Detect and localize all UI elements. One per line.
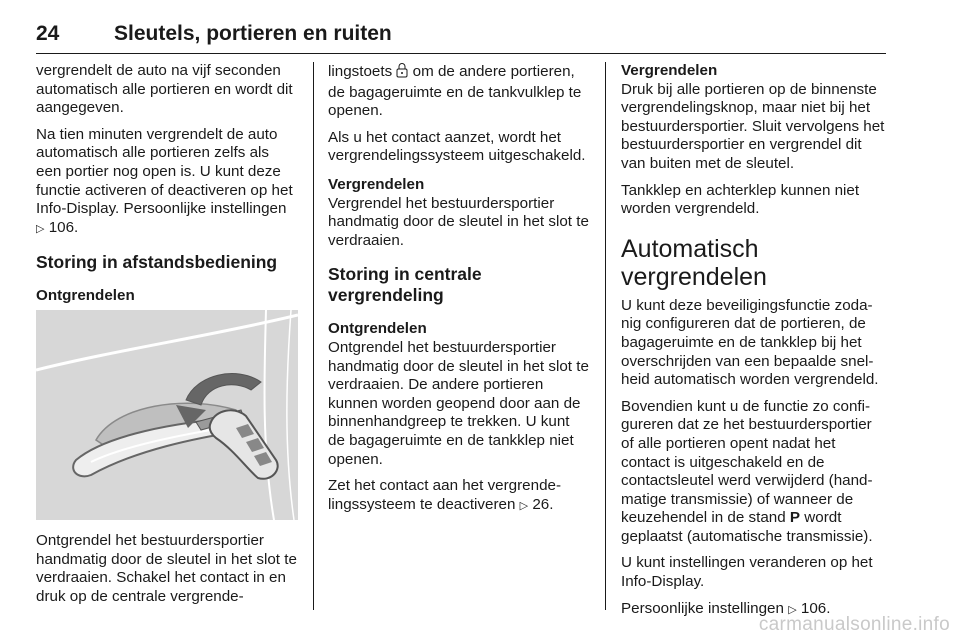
column-2 (328, 62, 590, 523)
watermark: carmanualsonline.info (758, 614, 950, 635)
subsection-heading: Ontgrendelen (328, 320, 427, 338)
running-title: Sleutels, portieren en ruiten (114, 22, 392, 45)
paragraph: Zet het contact aan het vergrendelingssysteem te deactiveren ▷ 26. (328, 477, 562, 513)
header-rule (36, 53, 886, 54)
paragraph: U kunt instellingen veranderen op het Info-Display. (621, 554, 873, 591)
lock-icon (396, 62, 408, 84)
column-divider (605, 62, 606, 610)
page-reference[interactable]: 106. (800, 599, 831, 617)
paragraph: Tankklep en achterklep kunnen niet worden vergrendeld. (621, 181, 860, 218)
section-heading: Storing in centrale vergrendeling (328, 264, 482, 306)
section-heading: Storing in afstandsbediening (36, 252, 278, 273)
paragraph: Druk bij alle portieren op de binnenste vergrendelingsknop, maar niet bij het bestuurdersportier. Sluit vervolgens het bestuurdersportier en vergrendel dit van buiten met de sleutel. (621, 80, 885, 172)
page-reference[interactable]: 106. (48, 218, 79, 236)
chapter-heading: Automatisch vergrendelen (621, 234, 767, 291)
paragraph: Ontgrendel het bestuurdersportier handmatig door de sleutel in het slot te verdraaien. Schakel het contact in en druk op de centrale vergrende- (36, 531, 297, 605)
paragraph: Als u het contact aanzet, wordt het vergrendelingssysteem uitgeschakeld. (328, 128, 586, 165)
paragraph: lingstoets om de andere portieren, de bagageruimte en de tankvulklep te openen. (328, 63, 582, 120)
subsection-heading: Vergrendelen (328, 175, 425, 193)
subsection-heading: Ontgrendelen (36, 287, 135, 305)
paragraph: Ontgrendel het bestuurdersportier handmatig door de sleutel in het slot te verdraaien. De andere portieren kunnen worden geopend door aan de binnenhandgreep te trekken. U kunt de bagageruimte en de tankklep niet openen. (328, 338, 589, 468)
triangle-right-icon: ▷ (788, 603, 797, 616)
paragraph: Bovendien kunt u de functie zo configureren dat ze het bestuurdersportier of alle portieren opent nadat het contact is uitgeschakeld en de contactsleutel werd verwijderd (handmatige transmissie) of wanneer de keuzehendel in de stand P wordt geplaatst (automatische transmissie). (621, 397, 873, 545)
page-reference[interactable]: 26. (532, 495, 554, 513)
paragraph: Persoonlijke instellingen ▷ 106. (621, 599, 831, 617)
column-3 (621, 62, 887, 627)
page-number: 24 (36, 22, 60, 45)
paragraph: Vergrendel het bestuurdersportier handmatig door de sleutel in het slot te verdraaien. (328, 194, 589, 249)
paragraph: U kunt deze beveiligingsfunctie zodanig configureren dat de portieren, de bagageruimte en de tankklep bij het overschrijden van een bepaalde snelheid automatisch worden vergrendeld. (621, 296, 879, 389)
paragraph: Na tien minuten vergrendelt de auto automatisch alle portieren zelfs als een portier nog open is. U kunt deze functie activeren of deactiveren op het Info-Display. Persoonlijke instellingen ▷ 106. (36, 125, 293, 236)
page-header (36, 22, 886, 52)
door-handle-key-illustration (36, 310, 298, 520)
triangle-right-icon: ▷ (519, 499, 529, 512)
column-1 (36, 62, 298, 614)
subsection-heading: Vergrendelen (621, 62, 718, 79)
paragraph: vergrendelt de auto na vijf seconden automatisch alle portieren en wordt dit aangegeven. (36, 62, 293, 117)
gear-position-p: P (789, 509, 801, 527)
triangle-right-icon: ▷ (36, 222, 45, 235)
column-divider (313, 62, 314, 610)
door-handle-key-icon (36, 310, 298, 520)
